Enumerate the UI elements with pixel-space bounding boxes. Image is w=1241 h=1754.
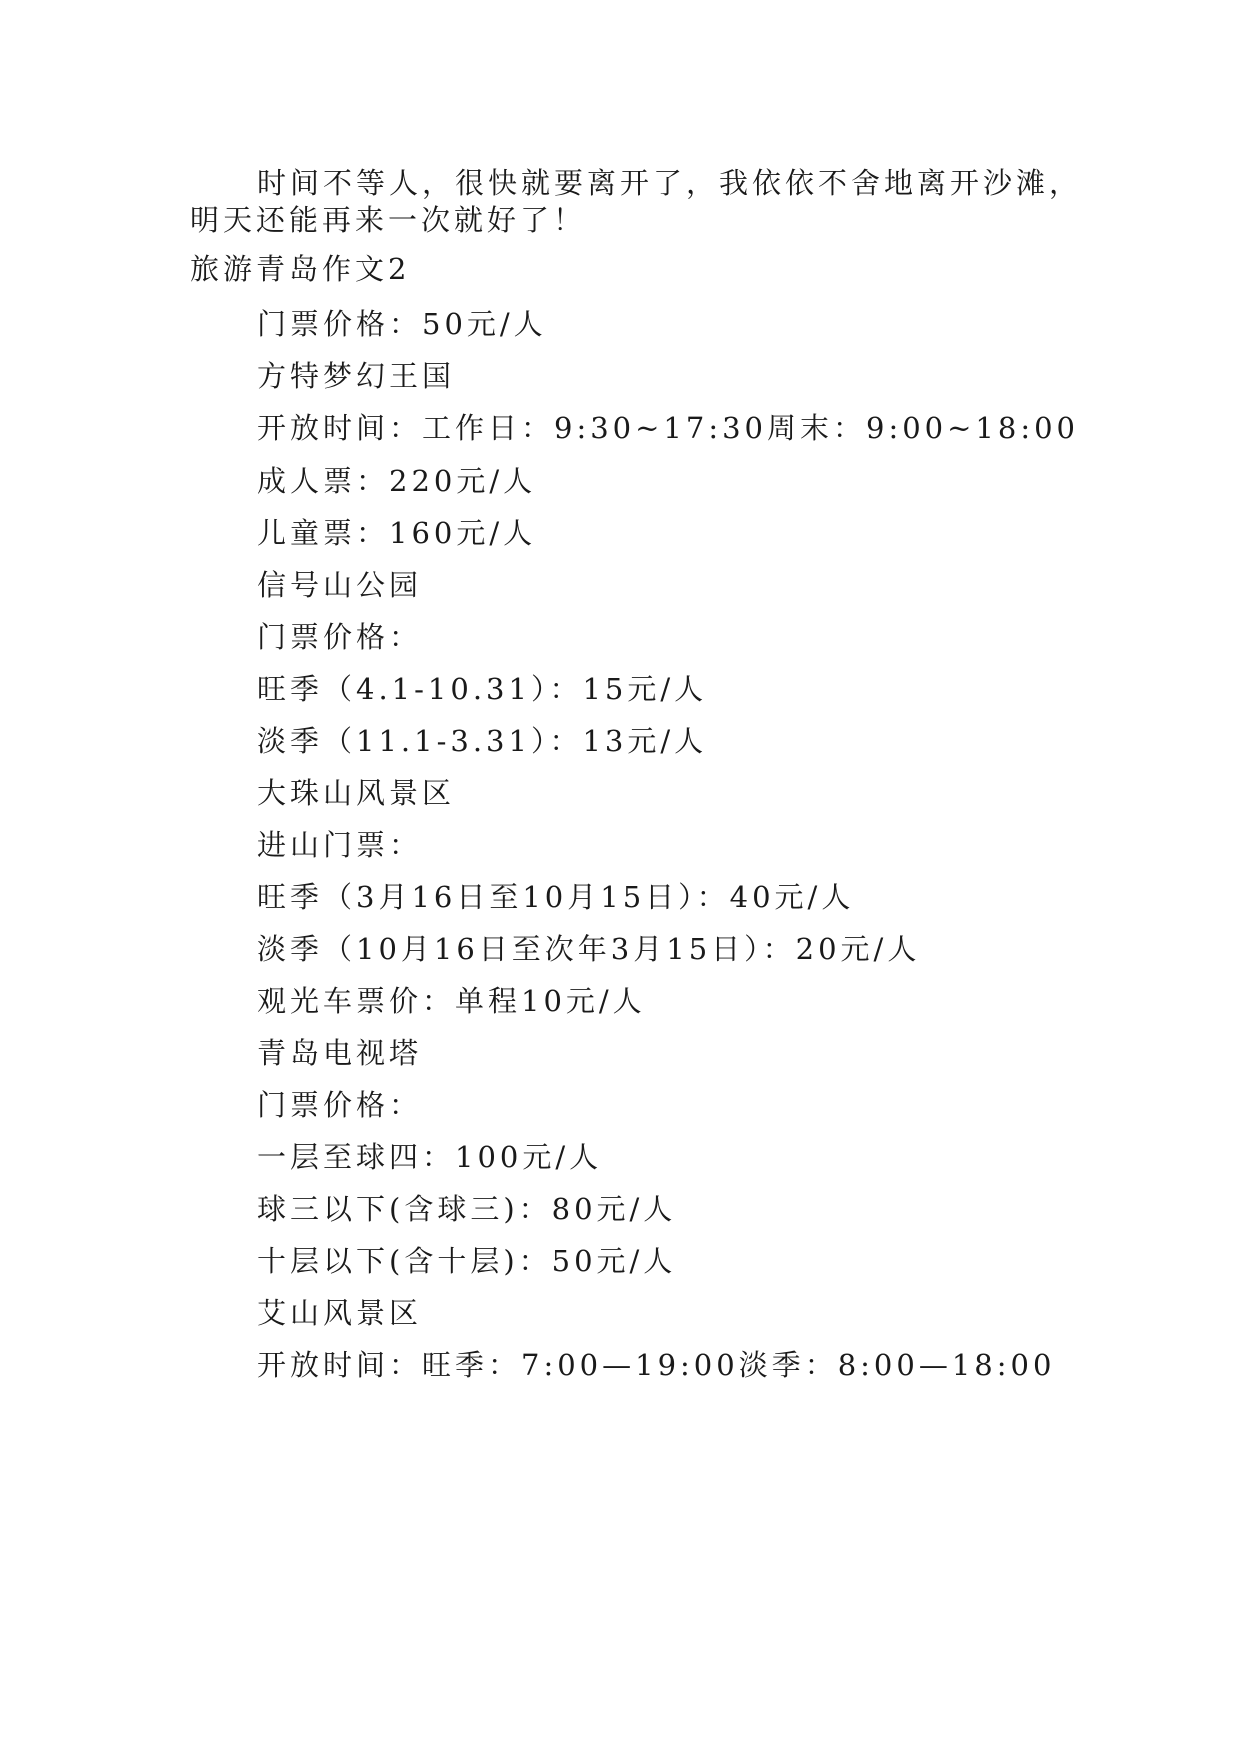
list-item: 开放时间：工作日：9:30~17:30周末：9:00~18:00 bbox=[257, 411, 1079, 445]
list-item: 门票价格：50元/人 bbox=[257, 307, 547, 341]
section-title: 旅游青岛作文2 bbox=[190, 252, 411, 286]
list-item: 儿童票：160元/人 bbox=[257, 516, 537, 550]
list-item: 大珠山风景区 bbox=[257, 776, 456, 810]
list-item: 方特梦幻王国 bbox=[257, 359, 456, 393]
list-item: 淡季（10月16日至次年3月15日）：20元/人 bbox=[257, 932, 921, 966]
list-item: 进山门票： bbox=[257, 828, 423, 862]
list-item: 开放时间：旺季：7:00—19:00淡季：8:00—18:00 bbox=[257, 1348, 1056, 1382]
list-item: 门票价格： bbox=[257, 620, 423, 654]
list-item: 艾山风景区 bbox=[257, 1296, 423, 1330]
list-item: 旺季（3月16日至10月15日）：40元/人 bbox=[257, 880, 855, 914]
list-item: 信号山公园 bbox=[257, 568, 423, 602]
list-item: 球三以下(含球三)：80元/人 bbox=[257, 1192, 677, 1226]
list-item: 门票价格： bbox=[257, 1088, 423, 1122]
list-item: 成人票：220元/人 bbox=[257, 464, 537, 498]
paragraph-line: 时间不等人，很快就要离开了，我依依不舍地离开沙滩， bbox=[257, 166, 1083, 200]
list-item: 观光车票价：单程10元/人 bbox=[257, 984, 646, 1018]
list-item: 旺季（4.1-10.31）：15元/人 bbox=[257, 672, 708, 706]
list-item: 十层以下(含十层)：50元/人 bbox=[257, 1244, 677, 1278]
list-item: 淡季（11.1-3.31）：13元/人 bbox=[257, 724, 708, 758]
paragraph-line: 明天还能再来一次就好了！ bbox=[190, 203, 587, 237]
list-item: 青岛电视塔 bbox=[257, 1036, 423, 1070]
list-item: 一层至球四：100元/人 bbox=[257, 1140, 603, 1174]
